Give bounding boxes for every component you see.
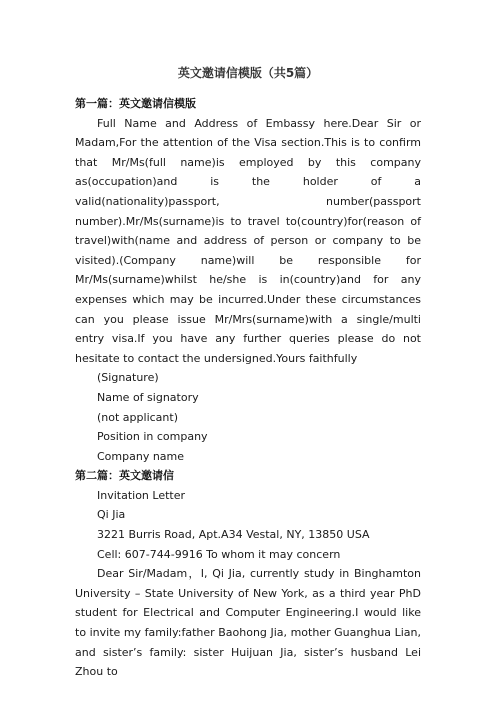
section2-body: Dear Sir/Madam，I, Qi Jia, currently study in Binghamton University – State University of New York, as a third year PhD student for Electrical and Computer Engineering.I would like to invite my family:father Baohong Jia, mother Guanghua Lian, and sister’s family: sister Huijuan Jia, sister’s husband Lei Zhou to (75, 567, 421, 679)
signature-line: (Signature) (97, 371, 159, 385)
section1-heading: 第一篇：英文邀请信模版 (75, 97, 196, 110)
sender-name-line: Qi Jia (97, 508, 126, 522)
section1-body: Full Name and Address of Embassy here.Dear Sir or Madam,For the attention of the Visa section.This is to confirm that Mr/Ms(full name)is employed by this company as(occupation)and is the holder of a valid(nationality)passport, number(passport number).Mr/Ms(surname)is to travel to(country)for(reason of travel)with(name and address of person or company to be visited).(Company name)will be responsible for Mr/Ms(surname)whilst he/she is in(country)and for any expenses which may be incurred.Under these circumstances can you please issue Mr/Mrs(surname)with a single/multi entry visa.If you have any further queries please do not hesitate to contact the undersigned.Yours faithfully (75, 116, 421, 365)
invitation-letter-line: Invitation Letter (97, 488, 186, 502)
document-title: 英文邀请信模版（共5篇） (177, 66, 319, 80)
sender-cell-line: Cell: 607-744-9916 To whom it may concern (97, 547, 341, 561)
document-content (75, 94, 421, 682)
section2-heading: 第二篇：英文邀请信 (75, 469, 174, 483)
not-applicant-line: (not applicant) (97, 410, 178, 424)
position-line: Position in company (97, 430, 208, 444)
company-name-line: Company name (97, 449, 185, 463)
signatory-name-line: Name of signatory (97, 390, 199, 404)
sender-address-line: 3221 Burris Road, Apt.A34 Vestal, NY, 13850 USA (97, 528, 370, 542)
